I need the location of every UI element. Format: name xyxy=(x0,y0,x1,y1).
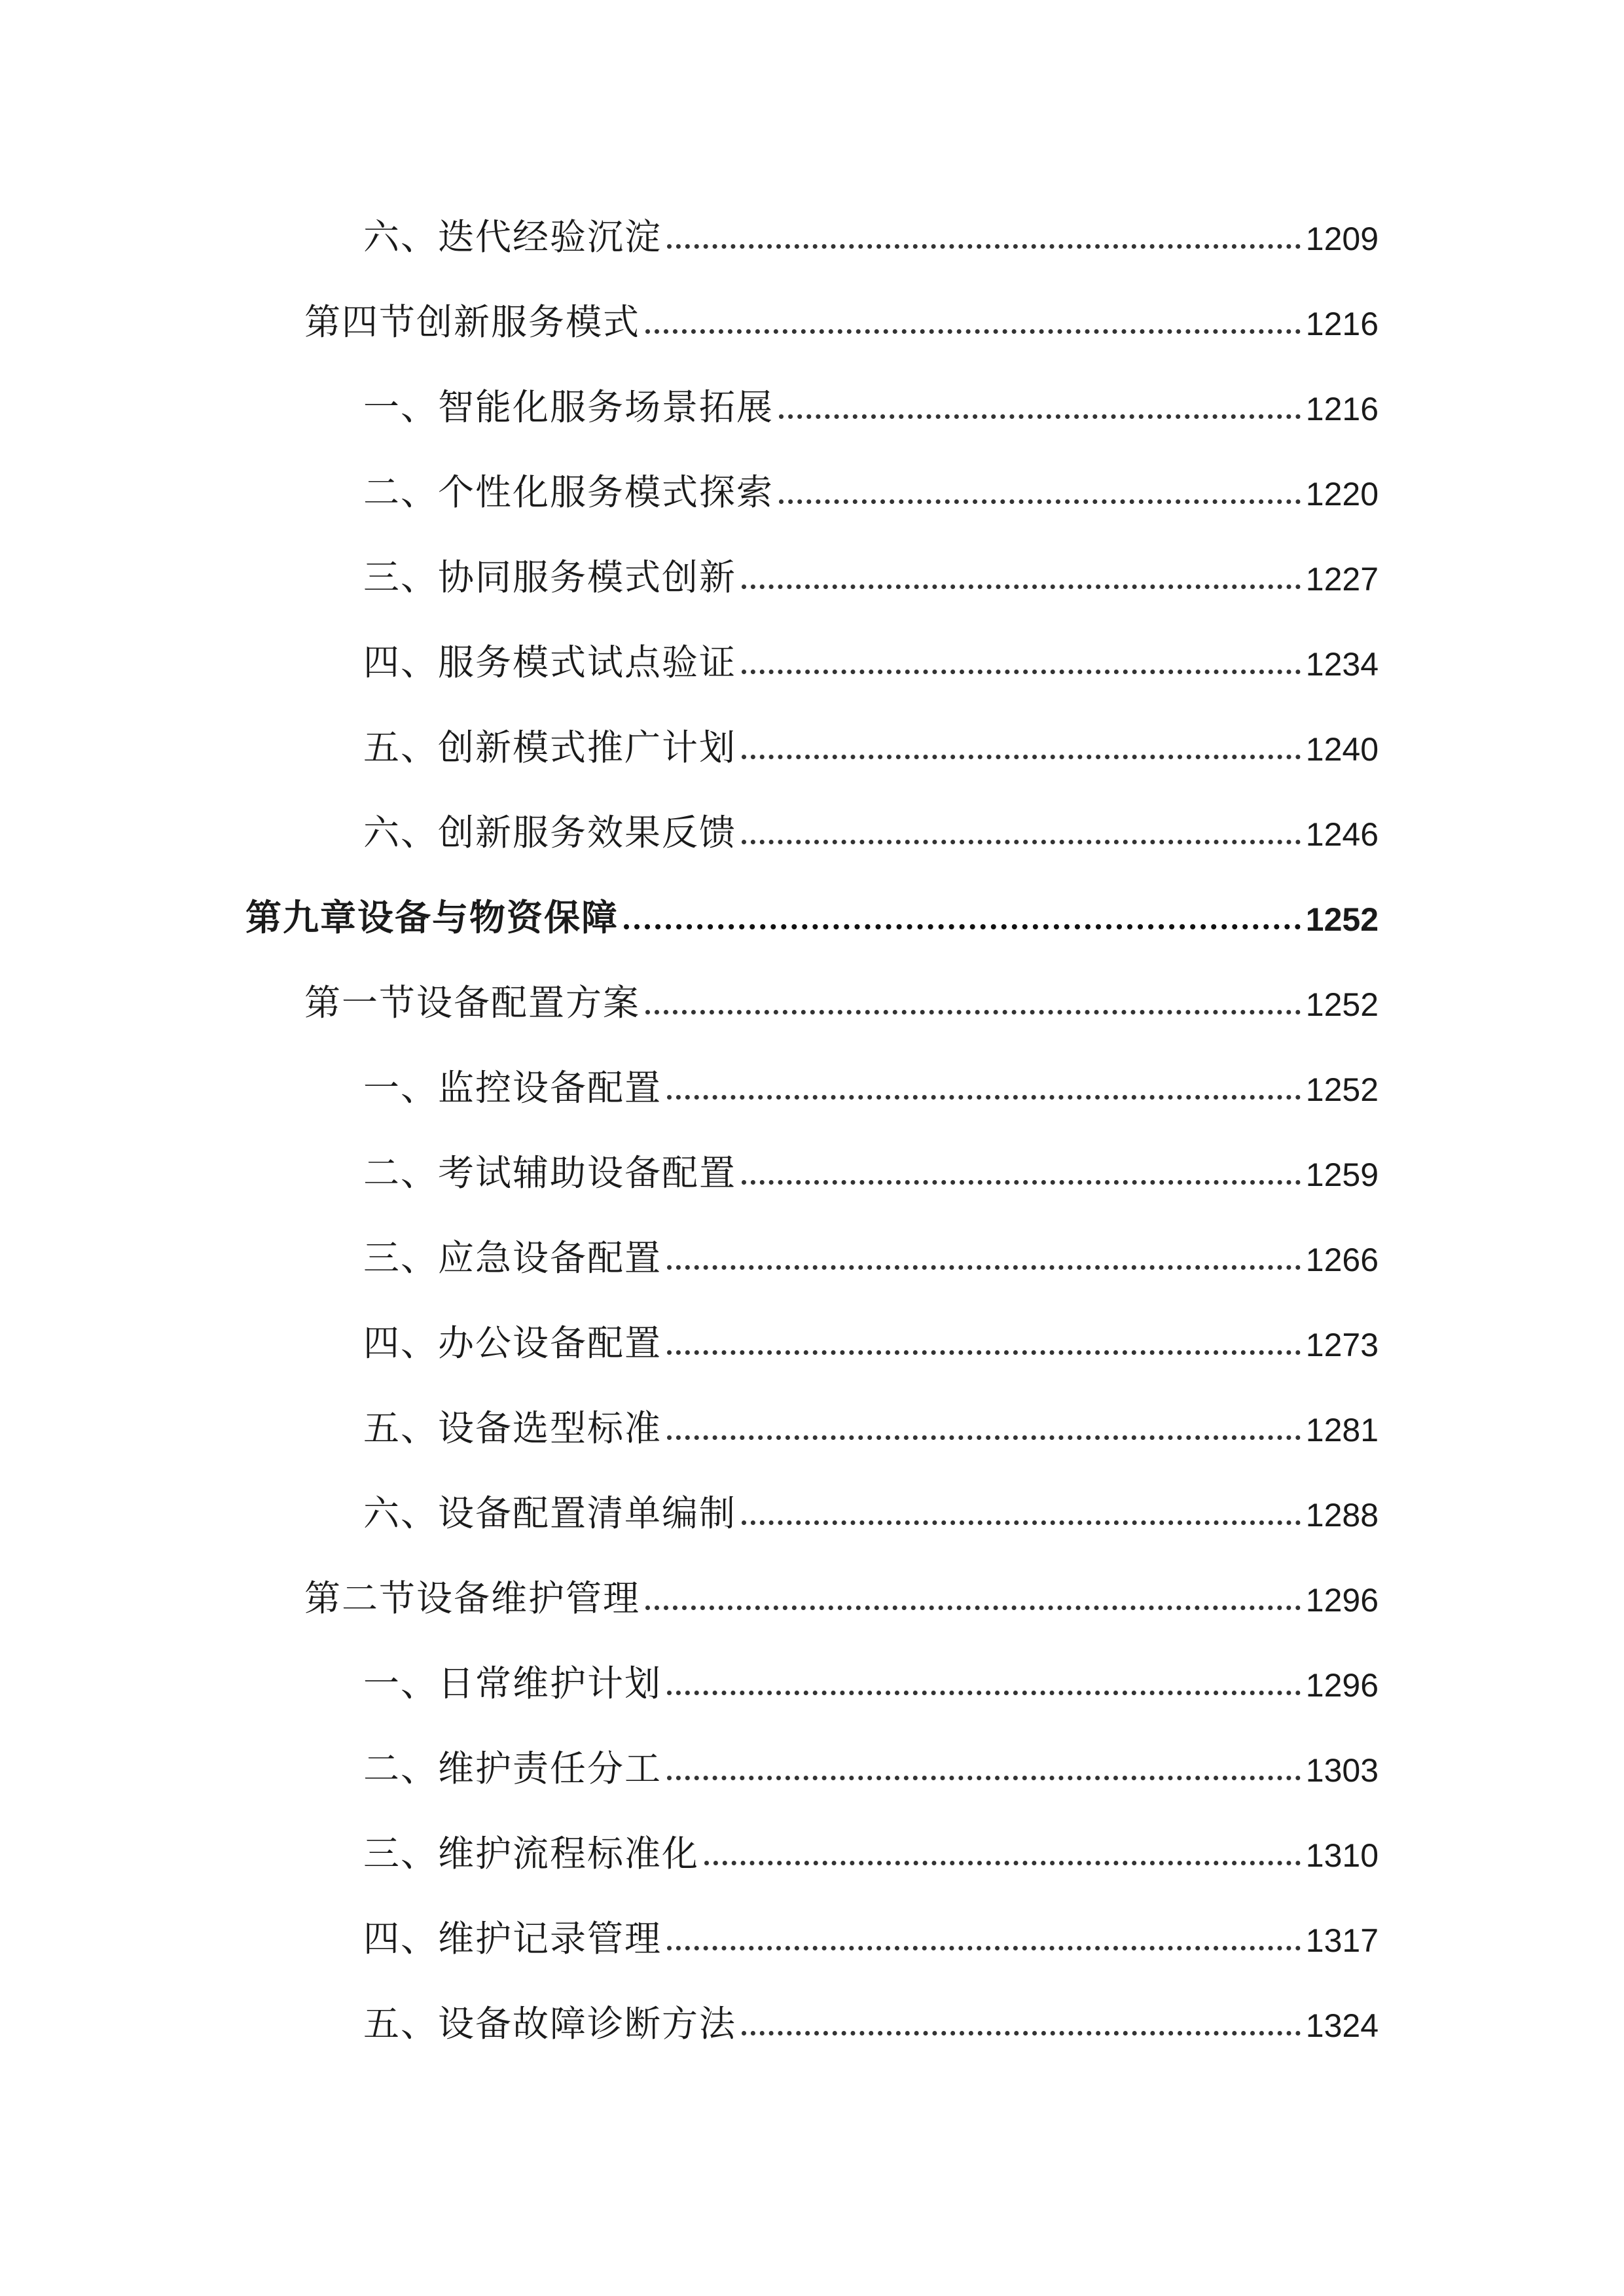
dot-leader xyxy=(742,670,1301,674)
toc-entry[interactable] xyxy=(363,1813,1379,1872)
dot-leader xyxy=(667,1691,1301,1695)
toc-entry[interactable] xyxy=(363,452,1379,511)
dot-leader xyxy=(704,1861,1301,1865)
toc-entry-title: 六、迭代经验沉淀 xyxy=(363,216,662,258)
toc-entry-title: 四、服务模式试点验证 xyxy=(363,641,737,683)
toc-entry-page-number: 1252 xyxy=(1305,986,1379,1023)
dot-leader xyxy=(645,329,1301,334)
toc-entry-page-number: 1220 xyxy=(1305,476,1379,512)
toc-entry[interactable] xyxy=(363,1728,1379,1787)
toc-entry[interactable] xyxy=(363,1898,1379,1960)
toc-entry[interactable] xyxy=(363,622,1379,681)
toc-chapter-entry[interactable] xyxy=(245,877,1379,939)
toc-entry-page-number: 1246 xyxy=(1305,816,1379,853)
toc-entry[interactable] xyxy=(304,1558,1379,1617)
toc-entry-title: 第二节设备维护管理 xyxy=(304,1577,641,1619)
toc-entry-page-number: 1288 xyxy=(1305,1497,1379,1534)
toc-entry-page-number: 1234 xyxy=(1305,646,1379,683)
dot-leader xyxy=(742,1520,1301,1525)
toc-entry-title: 二、个性化服务模式探索 xyxy=(363,471,774,513)
dot-leader xyxy=(667,1350,1301,1355)
toc-entry[interactable] xyxy=(304,281,1379,343)
toc-entry-page-number: 1216 xyxy=(1305,306,1379,342)
toc-entry[interactable] xyxy=(363,537,1379,596)
toc-entry-title: 一、监控设备配置 xyxy=(363,1067,662,1109)
toc-entry[interactable] xyxy=(304,962,1379,1024)
dot-leader xyxy=(645,1605,1301,1610)
toc-entry[interactable] xyxy=(363,1388,1379,1449)
dot-leader xyxy=(667,1946,1301,1950)
toc-entry[interactable] xyxy=(363,1473,1379,1532)
dot-leader xyxy=(742,755,1301,759)
dot-leader xyxy=(667,244,1301,249)
toc-entry-title: 五、创新模式推广计划 xyxy=(363,726,737,768)
toc-entry-page-number: 1259 xyxy=(1305,1157,1379,1193)
toc-entry-title: 三、维护流程标准化 xyxy=(363,1833,700,1874)
toc-entry-title: 四、维护记录管理 xyxy=(363,1918,662,1960)
toc-entry[interactable] xyxy=(363,1983,1379,2045)
toc-entry[interactable] xyxy=(363,1643,1379,1702)
dot-leader xyxy=(742,584,1301,589)
toc-entry[interactable] xyxy=(363,367,1379,428)
toc-entry-title: 二、考试辅助设备配置 xyxy=(363,1152,737,1194)
toc-entry-title: 六、设备配置清单编制 xyxy=(363,1492,737,1534)
toc-entry-page-number: 1266 xyxy=(1305,1242,1379,1278)
toc-entry-page-number: 1310 xyxy=(1305,1837,1379,1874)
toc-entry-title: 一、日常维护计划 xyxy=(363,1662,662,1704)
toc-entry[interactable] xyxy=(363,792,1379,851)
toc-entry-page-number: 1209 xyxy=(1305,221,1379,257)
toc-entry-title: 五、设备故障诊断方法 xyxy=(363,2003,737,2045)
toc-entry-page-number: 1303 xyxy=(1305,1752,1379,1789)
dot-leader xyxy=(645,1010,1301,1014)
toc-entry-page-number: 1252 xyxy=(1305,1071,1379,1108)
toc-entry-page-number: 1227 xyxy=(1305,561,1379,598)
toc-entry-title: 二、维护责任分工 xyxy=(363,1748,662,1789)
dot-leader xyxy=(667,1776,1301,1780)
toc-entry-title: 三、协同服务模式创新 xyxy=(363,556,737,598)
toc-entry[interactable] xyxy=(363,1132,1379,1194)
dot-leader xyxy=(667,1265,1301,1270)
toc-entry-title: 第四节创新服务模式 xyxy=(304,301,641,343)
toc-entry-title: 第一节设备配置方案 xyxy=(304,982,641,1024)
toc-entry-title: 五、设备选型标准 xyxy=(363,1407,662,1449)
dot-leader xyxy=(779,499,1301,504)
dot-leader xyxy=(742,1180,1301,1185)
toc-entry-page-number: 1273 xyxy=(1305,1327,1379,1363)
toc-entry-title: 一、智能化服务场景拓展 xyxy=(363,386,774,428)
toc-entry[interactable] xyxy=(363,1047,1379,1109)
toc-entry[interactable] xyxy=(363,707,1379,766)
toc-entry-page-number: 1296 xyxy=(1305,1667,1379,1704)
toc-entry-page-number: 1281 xyxy=(1305,1412,1379,1448)
toc-entry-title: 三、应急设备配置 xyxy=(363,1237,662,1279)
toc-entry-title: 四、办公设备配置 xyxy=(363,1322,662,1364)
toc-entry-page-number: 1216 xyxy=(1305,391,1379,427)
toc-entry-page-number: 1296 xyxy=(1305,1582,1379,1619)
dot-leader xyxy=(667,1095,1301,1100)
toc-entry-page-number: 1240 xyxy=(1305,731,1379,768)
toc-entry[interactable] xyxy=(363,1302,1379,1364)
toc-entry-title: 第九章设备与物资保障 xyxy=(245,897,619,939)
toc-entry-page-number: 1252 xyxy=(1305,901,1379,938)
toc-entry-page-number: 1317 xyxy=(1305,1922,1379,1959)
dot-leader xyxy=(742,2031,1301,2036)
toc-entry[interactable] xyxy=(363,196,1379,258)
dot-leader xyxy=(742,840,1301,844)
toc-entry-page-number: 1324 xyxy=(1305,2007,1379,2044)
toc-entry[interactable] xyxy=(363,1217,1379,1279)
dot-leader xyxy=(624,924,1301,929)
dot-leader xyxy=(779,414,1301,419)
dot-leader xyxy=(667,1435,1301,1440)
toc-entry-title: 六、创新服务效果反馈 xyxy=(363,812,737,853)
